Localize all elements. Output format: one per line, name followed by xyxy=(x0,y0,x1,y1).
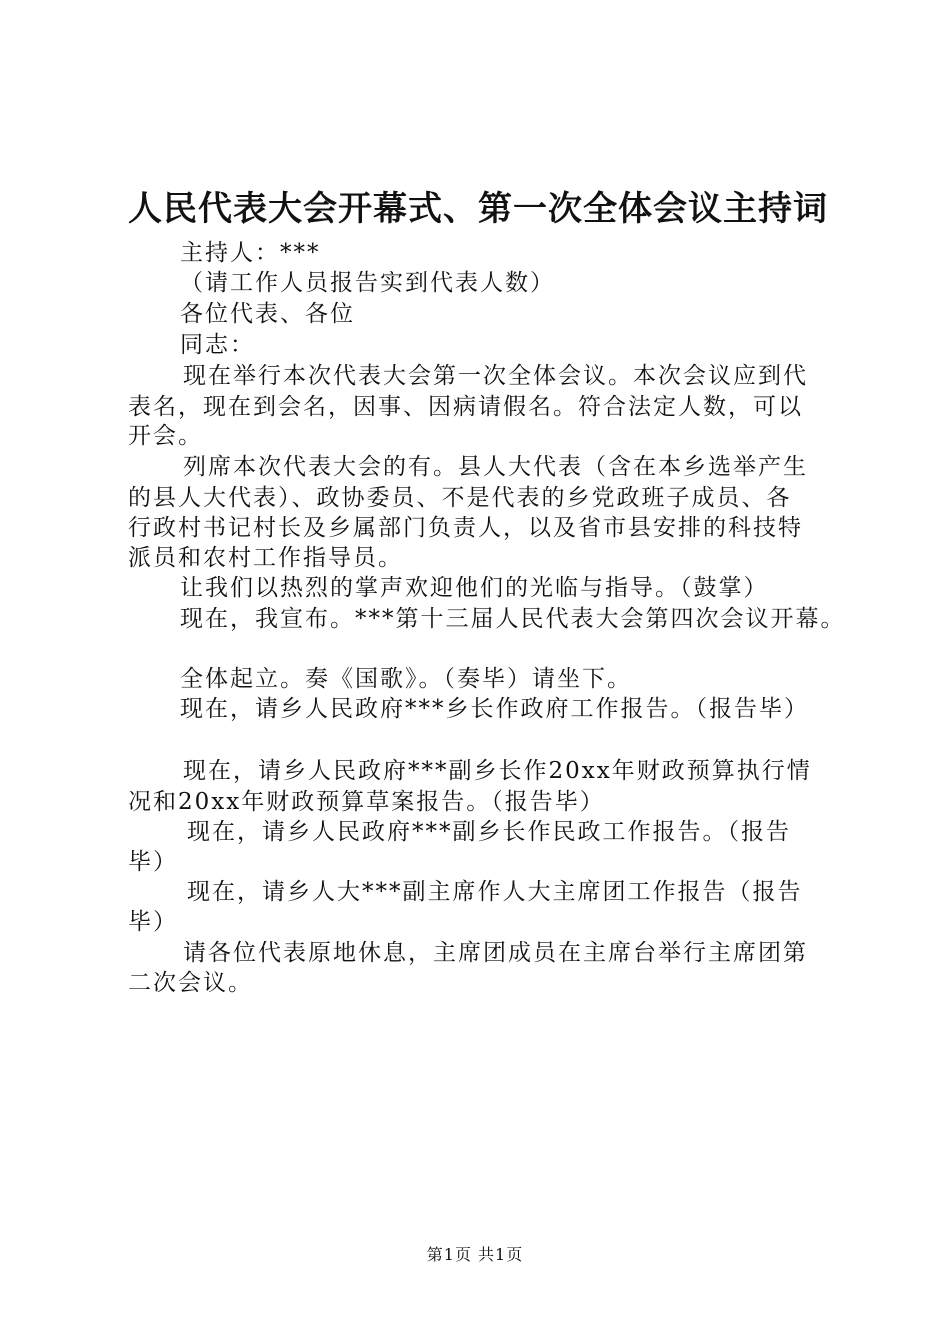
document-title: 人民代表大会开幕式、第一次全体会议主持词 xyxy=(128,189,828,229)
paragraph-line: 现在，请乡人民政府***乡长作政府工作报告。（报告毕） xyxy=(180,696,809,722)
paragraph-line: 现在，请乡人民政府***副乡长作20xx年财政预算执行情 xyxy=(183,758,812,784)
paragraph-line: 请各位代表原地休息，主席团成员在主席台举行主席团第 xyxy=(183,940,808,966)
instruction-line: （请工作人员报告实到代表人数） xyxy=(180,270,555,296)
paragraph-line: 况和20xx年财政预算草案报告。（报告毕） xyxy=(128,789,605,815)
paragraph-line: 派员和农村工作指导员。 xyxy=(128,545,403,571)
paragraph-line: 让我们以热烈的掌声欢迎他们的光临与指导。（鼓掌） xyxy=(180,575,769,601)
paragraph-line: 现在，请乡人民政府***副乡长作民政工作报告。（报告 xyxy=(187,819,791,845)
paragraph-line: 二次会议。 xyxy=(128,970,253,996)
paragraph-line: 的县人大代表）、政协委员、不是代表的乡党政班子成员、各 xyxy=(128,485,792,511)
greeting-line-2: 同志： xyxy=(180,332,255,358)
page-indicator: 第1页 共1页 xyxy=(426,1245,524,1264)
paragraph-line: 现在，请乡人大***副主席作人大主席团工作报告（报告 xyxy=(187,879,803,905)
paragraph-line: 开会。 xyxy=(128,423,203,449)
paragraph-line: 毕） xyxy=(128,909,178,935)
paragraph-line: 行政村书记村长及乡属部门负责人，以及省市县安排的科技特 xyxy=(128,515,803,541)
paragraph-line: 现在举行本次代表大会第一次全体会议。本次会议应到代 xyxy=(183,363,808,389)
paragraph-line: 表名，现在到会名，因事、因病请假名。符合法定人数，可以 xyxy=(128,394,803,420)
paragraph-line: 现在，我宣布。***第十三届人民代表大会第四次会议开幕。 xyxy=(180,606,846,632)
host-line: 主持人：*** xyxy=(180,240,321,266)
paragraph-line: 全体起立。奏《国歌》。（奏毕）请坐下。 xyxy=(180,666,632,692)
paragraph-line: 列席本次代表大会的有。县人大代表（含在本乡选举产生 xyxy=(183,454,808,480)
greeting-line: 各位代表、各位 xyxy=(180,301,355,327)
paragraph-line: 毕） xyxy=(128,849,178,875)
